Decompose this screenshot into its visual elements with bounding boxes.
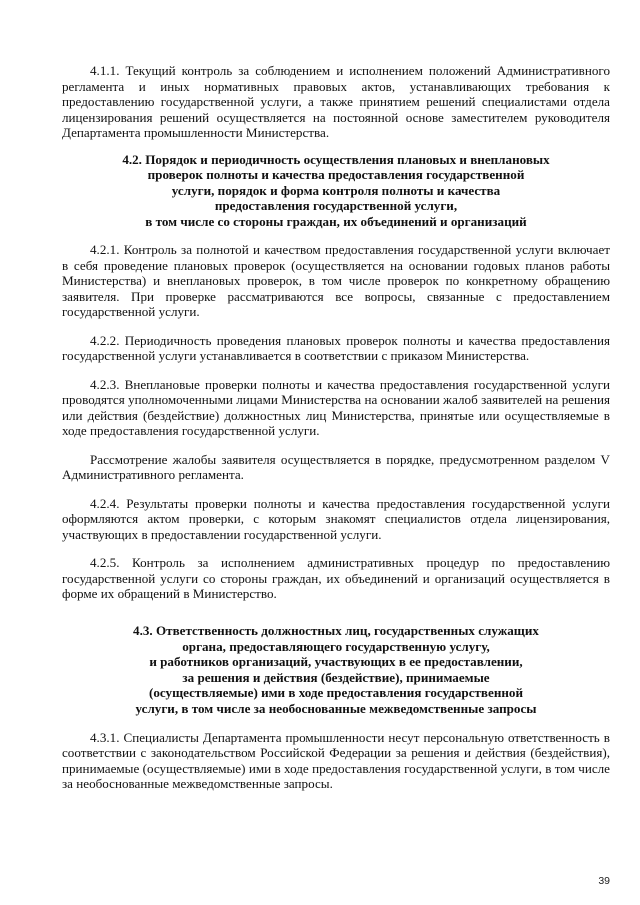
paragraph-complaint: Рассмотрение жалобы заявителя осуществляется в порядке, предусмотренном разделом V Административного регламента. [62,451,610,483]
paragraph-4-2-3: 4.2.3. Внеплановые проверки полноты и качества предоставления государственной услуги проводятся уполномоченными лицами Министерства на основании жалоб заявителей на решения или действия (бездействие) должностных лиц Министерства, принятые или осуществляемые в ходе предоставления государственной услуги. [62,376,610,439]
paragraph-4-3-1: 4.3.1. Специалисты Департамента промышленности несут персональную ответственность в соответствии с законодательством Российской Федерации за решения и действия (бездействия), принимаемые (осуществляемые) ими в ходе предоставления государственной услуги, в том числе за необоснованные межведомственные запросы. [62,729,610,792]
document-body [62,63,610,792]
paragraph-4-2-1: 4.2.1. Контроль за полнотой и качеством предоставления государственной услуги включает в себя проведение плановых проверок (осуществляется на основании годовых планов работы Министерства) и внеплановых проверок, в том числе проверок по конкретному обращению заявителя. При проверке рассматриваются все вопросы, связанные с предоставлением государственной услуги. [62,242,610,320]
paragraph-4-1-1: 4.1.1. Текущий контроль за соблюдением и исполнением положений Административного регламента и иных нормативных правовых актов, устанавливающих требования к предоставлению государственной услуги, а также принятием решений специалистами отдела лицензирования решений осуществляется на постоянной основе заместителем руководителя Департамента промышленности Министерства. [62,63,610,140]
page-number: 39 [598,875,610,887]
paragraph-4-2-2: 4.2.2. Периодичность проведения плановых проверок полноты и качества предоставления государственной услуги устанавливается в соответствии с приказом Министерства. [62,332,610,364]
section-heading-4-3: 4.3. Ответственность должностных лиц, государственных служащих органа, предоставляющего государственную услугу, и работников организаций, участвующих в ее предоставлении, за решения и действия (бездействие), принимаемые (осуществляемые) ими в ходе предоставления государственной услуги, в том числе за необоснованные межведомственные запросы [133,622,539,716]
paragraph-4-2-5: 4.2.5. Контроль за исполнением административных процедур по предоставлению государственной услуги со стороны граждан, их объединений и организаций осуществляется в форме их обращений в Министерство. [62,555,610,602]
paragraph-4-2-4: 4.2.4. Результаты проверки полноты и качества предоставления государственной услуги оформляются актом проверки, с которым знакомят специалистов отдела лицензирования, участвующих в предоставлении государственной услуги. [62,495,610,542]
section-heading-4-2: 4.2. Порядок и периодичность осуществления плановых и внеплановых проверок полноты и качества предоставления государственной услуги, порядок и форма контроля полноты и качества предоставления государственной услуги, в том числе со стороны граждан, их объединений и организаций [122,151,550,229]
